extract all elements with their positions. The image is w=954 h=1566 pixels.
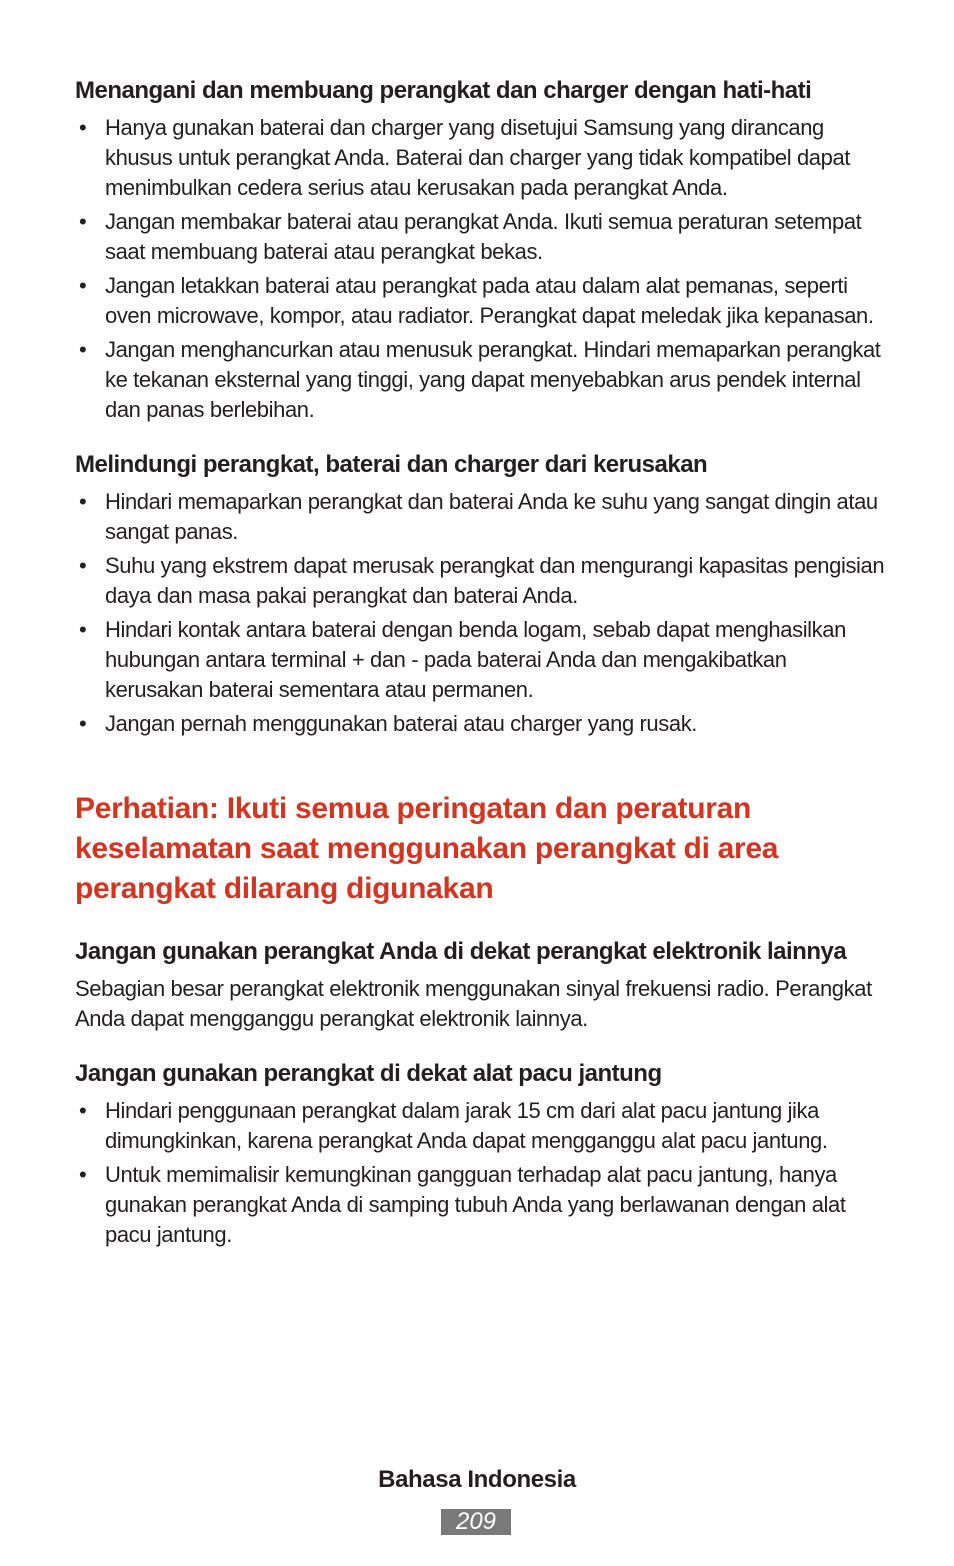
bullet-icon: • xyxy=(79,337,87,362)
bullet-icon: • xyxy=(79,115,87,140)
list-item-text: Untuk memimalisir kemungkinan gangguan terhadap alat pacu jantung, hanya gunakan perangkat Anda di samping tubuh Anda yang berlawanan dengan alat pacu jantung. xyxy=(105,1162,846,1247)
list-item xyxy=(75,487,885,547)
list-item xyxy=(75,207,885,267)
list-item-text: Hindari penggunaan perangkat dalam jarak 15 cm dari alat pacu jantung jika dimungkinkan, karena perangkat Anda dapat mengganggu alat pacu jantung. xyxy=(105,1098,828,1153)
list-item xyxy=(75,1096,885,1156)
bullet-icon: • xyxy=(79,711,87,736)
bullet-icon: • xyxy=(79,489,87,514)
list-item xyxy=(75,1160,885,1250)
bullet-icon: • xyxy=(79,617,87,642)
section-pacemaker xyxy=(75,1057,885,1250)
section-heading: Jangan gunakan perangkat di dekat alat pacu jantung xyxy=(75,1060,662,1087)
section-protecting xyxy=(75,448,885,739)
bullet-list xyxy=(75,487,885,739)
bullet-icon: • xyxy=(79,553,87,578)
list-item-text: Jangan pernah menggunakan baterai atau charger yang rusak. xyxy=(105,711,698,736)
section-heading: Melindungi perangkat, baterai dan charger dari kerusakan xyxy=(75,451,708,478)
bullet-icon: • xyxy=(79,1098,87,1123)
list-item-text: Jangan letakkan baterai atau perangkat pada atau dalam alat pemanas, seperti oven microwave, kompor, atau radiator. Perangkat dapat meledak jika kepanasan. xyxy=(105,273,874,328)
list-item-text: Jangan membakar baterai atau perangkat Anda. Ikuti semua peraturan setempat saat membuang baterai atau perangkat bekas. xyxy=(105,209,862,264)
bullet-list xyxy=(75,1096,885,1250)
page-content xyxy=(75,74,885,1273)
list-item xyxy=(75,551,885,611)
list-item-text: Jangan menghancurkan atau menusuk perangkat. Hindari memaparkan perangkat ke tekanan eksternal yang tinggi, yang dapat menyebabkan arus pendek internal dan panas berlebihan. xyxy=(105,337,881,422)
section-heading: Jangan gunakan perangkat Anda di dekat perangkat elektronik lainnya xyxy=(75,938,847,965)
bullet-list xyxy=(75,113,885,425)
page-number-badge: 209 xyxy=(441,1509,511,1535)
list-item xyxy=(75,335,885,425)
list-item-text: Hanya gunakan baterai dan charger yang disetujui Samsung yang dirancang khusus untuk perangkat Anda. Baterai dan charger yang tidak kompatibel dapat menimbulkan cedera serius atau kerusakan pada perangkat Anda. xyxy=(105,115,851,200)
list-item xyxy=(75,271,885,331)
section-handling xyxy=(75,74,885,425)
list-item-text: Suhu yang ekstrem dapat merusak perangkat dan mengurangi kapasitas pengisian daya dan masa pakai perangkat dan baterai Anda. xyxy=(105,553,885,608)
bullet-icon: • xyxy=(79,1162,87,1187)
section-paragraph: Sebagian besar perangkat elektronik menggunakan sinyal frekuensi radio. Perangkat Anda dapat mengganggu perangkat elektronik lainnya. xyxy=(75,976,872,1031)
list-item xyxy=(75,709,885,739)
list-item-text: Hindari memaparkan perangkat dan baterai Anda ke suhu yang sangat dingin atau sangat panas. xyxy=(105,489,878,544)
list-item xyxy=(75,113,885,203)
caution-title: Perhatian: Ikuti semua peringatan dan peraturan keselamatan saat menggunakan perangkat di area perangkat dilarang digunakan xyxy=(75,792,779,905)
section-electronics xyxy=(75,935,885,1034)
bullet-icon: • xyxy=(79,209,87,234)
section-heading: Menangani dan membuang perangkat dan charger dengan hati-hati xyxy=(75,77,812,104)
footer-language: Bahasa Indonesia xyxy=(378,1466,576,1493)
list-item-text: Hindari kontak antara baterai dengan benda logam, sebab dapat menghasilkan hubungan antara terminal + dan - pada baterai Anda dan mengakibatkan kerusakan baterai sementara atau permanen. xyxy=(105,617,846,702)
list-item xyxy=(75,615,885,705)
bullet-icon: • xyxy=(79,273,87,298)
